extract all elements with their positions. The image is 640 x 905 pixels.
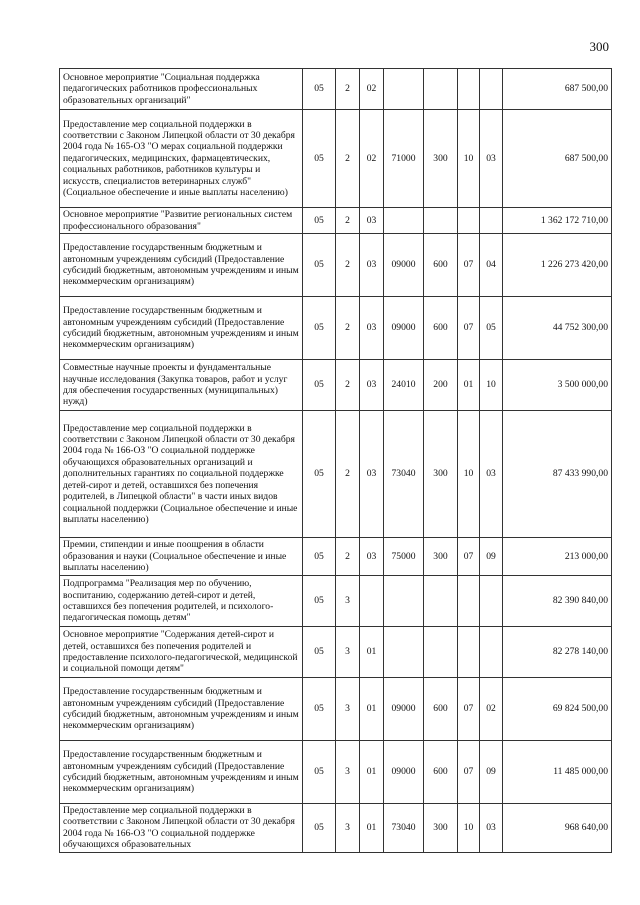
item-name-cell: Премии, стипендии и иные поощрения в области образования и науки (Социальное обеспечение и иные выплаты населению) <box>60 538 303 576</box>
program-code-cell: 05 <box>303 411 336 538</box>
amount-cell: 44 752 300,00 <box>503 297 612 360</box>
program-code-cell: 05 <box>303 538 336 576</box>
item-name-cell: Основное мероприятие "Социальная поддержка педагогических работников профессиональных образовательных организаций" <box>60 69 303 110</box>
direction-code-cell: 09000 <box>384 234 424 297</box>
expense-type-cell <box>424 627 458 678</box>
program-code-cell: 05 <box>303 804 336 853</box>
direction-code-cell <box>384 576 424 627</box>
program-code-cell: 05 <box>303 741 336 804</box>
item-name-cell: Предоставление государственным бюджетным и автономным учреждениям субсидий (Предоставление субсидий бюджетным, автономным учреждениям и иным некоммерческим организациям) <box>60 234 303 297</box>
direction-code-cell: 75000 <box>384 538 424 576</box>
amount-cell: 3 500 000,00 <box>503 360 612 411</box>
activity-code-cell: 03 <box>360 411 384 538</box>
subprogram-code-cell: 2 <box>336 110 360 208</box>
subsection-cell: 03 <box>480 804 503 853</box>
section-cell <box>458 627 480 678</box>
activity-code-cell: 02 <box>360 69 384 110</box>
direction-code-cell: 09000 <box>384 297 424 360</box>
expense-type-cell <box>424 208 458 234</box>
amount-cell: 11 485 000,00 <box>503 741 612 804</box>
item-name-cell: Предоставление государственным бюджетным и автономным учреждениям субсидий (Предоставление субсидий бюджетным, автономным учреждениям и иным некоммерческим организациям) <box>60 741 303 804</box>
program-code-cell: 05 <box>303 234 336 297</box>
program-code-cell: 05 <box>303 208 336 234</box>
subprogram-code-cell: 3 <box>336 627 360 678</box>
activity-code-cell: 03 <box>360 360 384 411</box>
table-row <box>60 804 612 853</box>
amount-cell: 687 500,00 <box>503 110 612 208</box>
section-cell: 07 <box>458 297 480 360</box>
subsection-cell: 03 <box>480 110 503 208</box>
table-row <box>60 110 612 208</box>
section-cell: 07 <box>458 538 480 576</box>
amount-cell: 82 278 140,00 <box>503 627 612 678</box>
amount-cell: 87 433 990,00 <box>503 411 612 538</box>
item-name-cell: Предоставление мер социальной поддержки в соответствии с Законом Липецкой области от 30 декабря 2004 года № 166-ОЗ "О социальной поддержке обучающихся образовательных организаций и дополнительных гарантиях по социальной поддержке детей-сирот и детей, оставшихся без попечения родителей, в Липецкой области" в части иных видов социальной поддержки (Социальное обеспечение и иные выплаты населению) <box>60 411 303 538</box>
activity-code-cell: 01 <box>360 678 384 741</box>
subprogram-code-cell: 2 <box>336 69 360 110</box>
direction-code-cell <box>384 69 424 110</box>
activity-code-cell: 01 <box>360 627 384 678</box>
direction-code-cell <box>384 208 424 234</box>
subprogram-code-cell: 2 <box>336 538 360 576</box>
page-number: 300 <box>589 39 609 54</box>
amount-cell: 82 390 840,00 <box>503 576 612 627</box>
activity-code-cell: 03 <box>360 297 384 360</box>
activity-code-cell: 03 <box>360 538 384 576</box>
direction-code-cell <box>384 627 424 678</box>
expense-type-cell <box>424 69 458 110</box>
budget-table <box>59 68 612 853</box>
subsection-cell: 09 <box>480 538 503 576</box>
amount-cell: 968 640,00 <box>503 804 612 853</box>
table-row <box>60 69 612 110</box>
subprogram-code-cell: 3 <box>336 804 360 853</box>
section-cell <box>458 208 480 234</box>
item-name-cell: Предоставление мер социальной поддержки в соответствии с Законом Липецкой области от 30 декабря 2004 года № 165-ОЗ "О мерах социальной поддержки педагогических, медицинских, фармацевтических, социальных работников, работников культуры и искусств, специалистов ветеринарных служб" (Социальное обеспечение и иные выплаты населению) <box>60 110 303 208</box>
section-cell: 10 <box>458 804 480 853</box>
subsection-cell <box>480 576 503 627</box>
table-row <box>60 538 612 576</box>
activity-code-cell <box>360 576 384 627</box>
table-row <box>60 234 612 297</box>
item-name-cell: Подпрограмма "Реализация мер по обучению, воспитанию, содержанию детей-сирот и детей, оставшихся без попечения родителей, и психолого-педагогическая помощь детям" <box>60 576 303 627</box>
program-code-cell: 05 <box>303 627 336 678</box>
subprogram-code-cell: 2 <box>336 360 360 411</box>
subprogram-code-cell: 3 <box>336 576 360 627</box>
subsection-cell: 03 <box>480 411 503 538</box>
direction-code-cell: 73040 <box>384 411 424 538</box>
item-name-cell: Основное мероприятие "Содержания детей-сирот и детей, оставшихся без попечения родителей и предоставление психолого-педагогической, медицинской и социальной помощи детям" <box>60 627 303 678</box>
item-name-cell: Предоставление мер социальной поддержки в соответствии с Законом Липецкой области от 30 декабря 2004 года № 166-ОЗ "О социальной поддержке обучающихся образовательных <box>60 804 303 853</box>
expense-type-cell: 300 <box>424 538 458 576</box>
amount-cell: 1 362 172 710,00 <box>503 208 612 234</box>
subsection-cell: 10 <box>480 360 503 411</box>
subprogram-code-cell: 2 <box>336 234 360 297</box>
program-code-cell: 05 <box>303 297 336 360</box>
activity-code-cell: 01 <box>360 741 384 804</box>
table-row <box>60 576 612 627</box>
expense-type-cell: 300 <box>424 411 458 538</box>
amount-cell: 69 824 500,00 <box>503 678 612 741</box>
direction-code-cell: 24010 <box>384 360 424 411</box>
amount-cell: 687 500,00 <box>503 69 612 110</box>
subprogram-code-cell: 2 <box>336 208 360 234</box>
subsection-cell: 05 <box>480 297 503 360</box>
expense-type-cell <box>424 576 458 627</box>
activity-code-cell: 03 <box>360 234 384 297</box>
table-row <box>60 411 612 538</box>
table-row <box>60 297 612 360</box>
table-row <box>60 627 612 678</box>
section-cell <box>458 576 480 627</box>
direction-code-cell: 09000 <box>384 678 424 741</box>
program-code-cell: 05 <box>303 69 336 110</box>
subsection-cell <box>480 208 503 234</box>
table-row <box>60 678 612 741</box>
amount-cell: 213 000,00 <box>503 538 612 576</box>
expense-type-cell: 200 <box>424 360 458 411</box>
item-name-cell: Предоставление государственным бюджетным и автономным учреждениям субсидий (Предоставление субсидий бюджетным, автономным учреждениям и иным некоммерческим организациям) <box>60 678 303 741</box>
table-row <box>60 360 612 411</box>
section-cell: 07 <box>458 741 480 804</box>
section-cell: 07 <box>458 678 480 741</box>
section-cell: 10 <box>458 411 480 538</box>
expense-type-cell: 300 <box>424 804 458 853</box>
direction-code-cell: 71000 <box>384 110 424 208</box>
item-name-cell: Предоставление государственным бюджетным и автономным учреждениям субсидий (Предоставление субсидий бюджетным, автономным учреждениям и иным некоммерческим организациям) <box>60 297 303 360</box>
subsection-cell: 09 <box>480 741 503 804</box>
expense-type-cell: 600 <box>424 297 458 360</box>
section-cell <box>458 69 480 110</box>
section-cell: 01 <box>458 360 480 411</box>
table-row <box>60 741 612 804</box>
program-code-cell: 05 <box>303 360 336 411</box>
subsection-cell <box>480 627 503 678</box>
amount-cell: 1 226 273 420,00 <box>503 234 612 297</box>
subsection-cell <box>480 69 503 110</box>
subprogram-code-cell: 2 <box>336 411 360 538</box>
subprogram-code-cell: 3 <box>336 678 360 741</box>
direction-code-cell: 09000 <box>384 741 424 804</box>
program-code-cell: 05 <box>303 110 336 208</box>
expense-type-cell: 300 <box>424 110 458 208</box>
table-row <box>60 208 612 234</box>
subsection-cell: 02 <box>480 678 503 741</box>
activity-code-cell: 02 <box>360 110 384 208</box>
item-name-cell: Основное мероприятие "Развитие региональных систем профессионального образования" <box>60 208 303 234</box>
subprogram-code-cell: 2 <box>336 297 360 360</box>
item-name-cell: Совместные научные проекты и фундаментальные научные исследования (Закупка товаров, работ и услуг для обеспечения государственных (муниципальных) нужд) <box>60 360 303 411</box>
program-code-cell: 05 <box>303 576 336 627</box>
direction-code-cell: 73040 <box>384 804 424 853</box>
activity-code-cell: 01 <box>360 804 384 853</box>
program-code-cell: 05 <box>303 678 336 741</box>
activity-code-cell: 03 <box>360 208 384 234</box>
section-cell: 07 <box>458 234 480 297</box>
expense-type-cell: 600 <box>424 678 458 741</box>
subsection-cell: 04 <box>480 234 503 297</box>
expense-type-cell: 600 <box>424 741 458 804</box>
expense-type-cell: 600 <box>424 234 458 297</box>
section-cell: 10 <box>458 110 480 208</box>
subprogram-code-cell: 3 <box>336 741 360 804</box>
